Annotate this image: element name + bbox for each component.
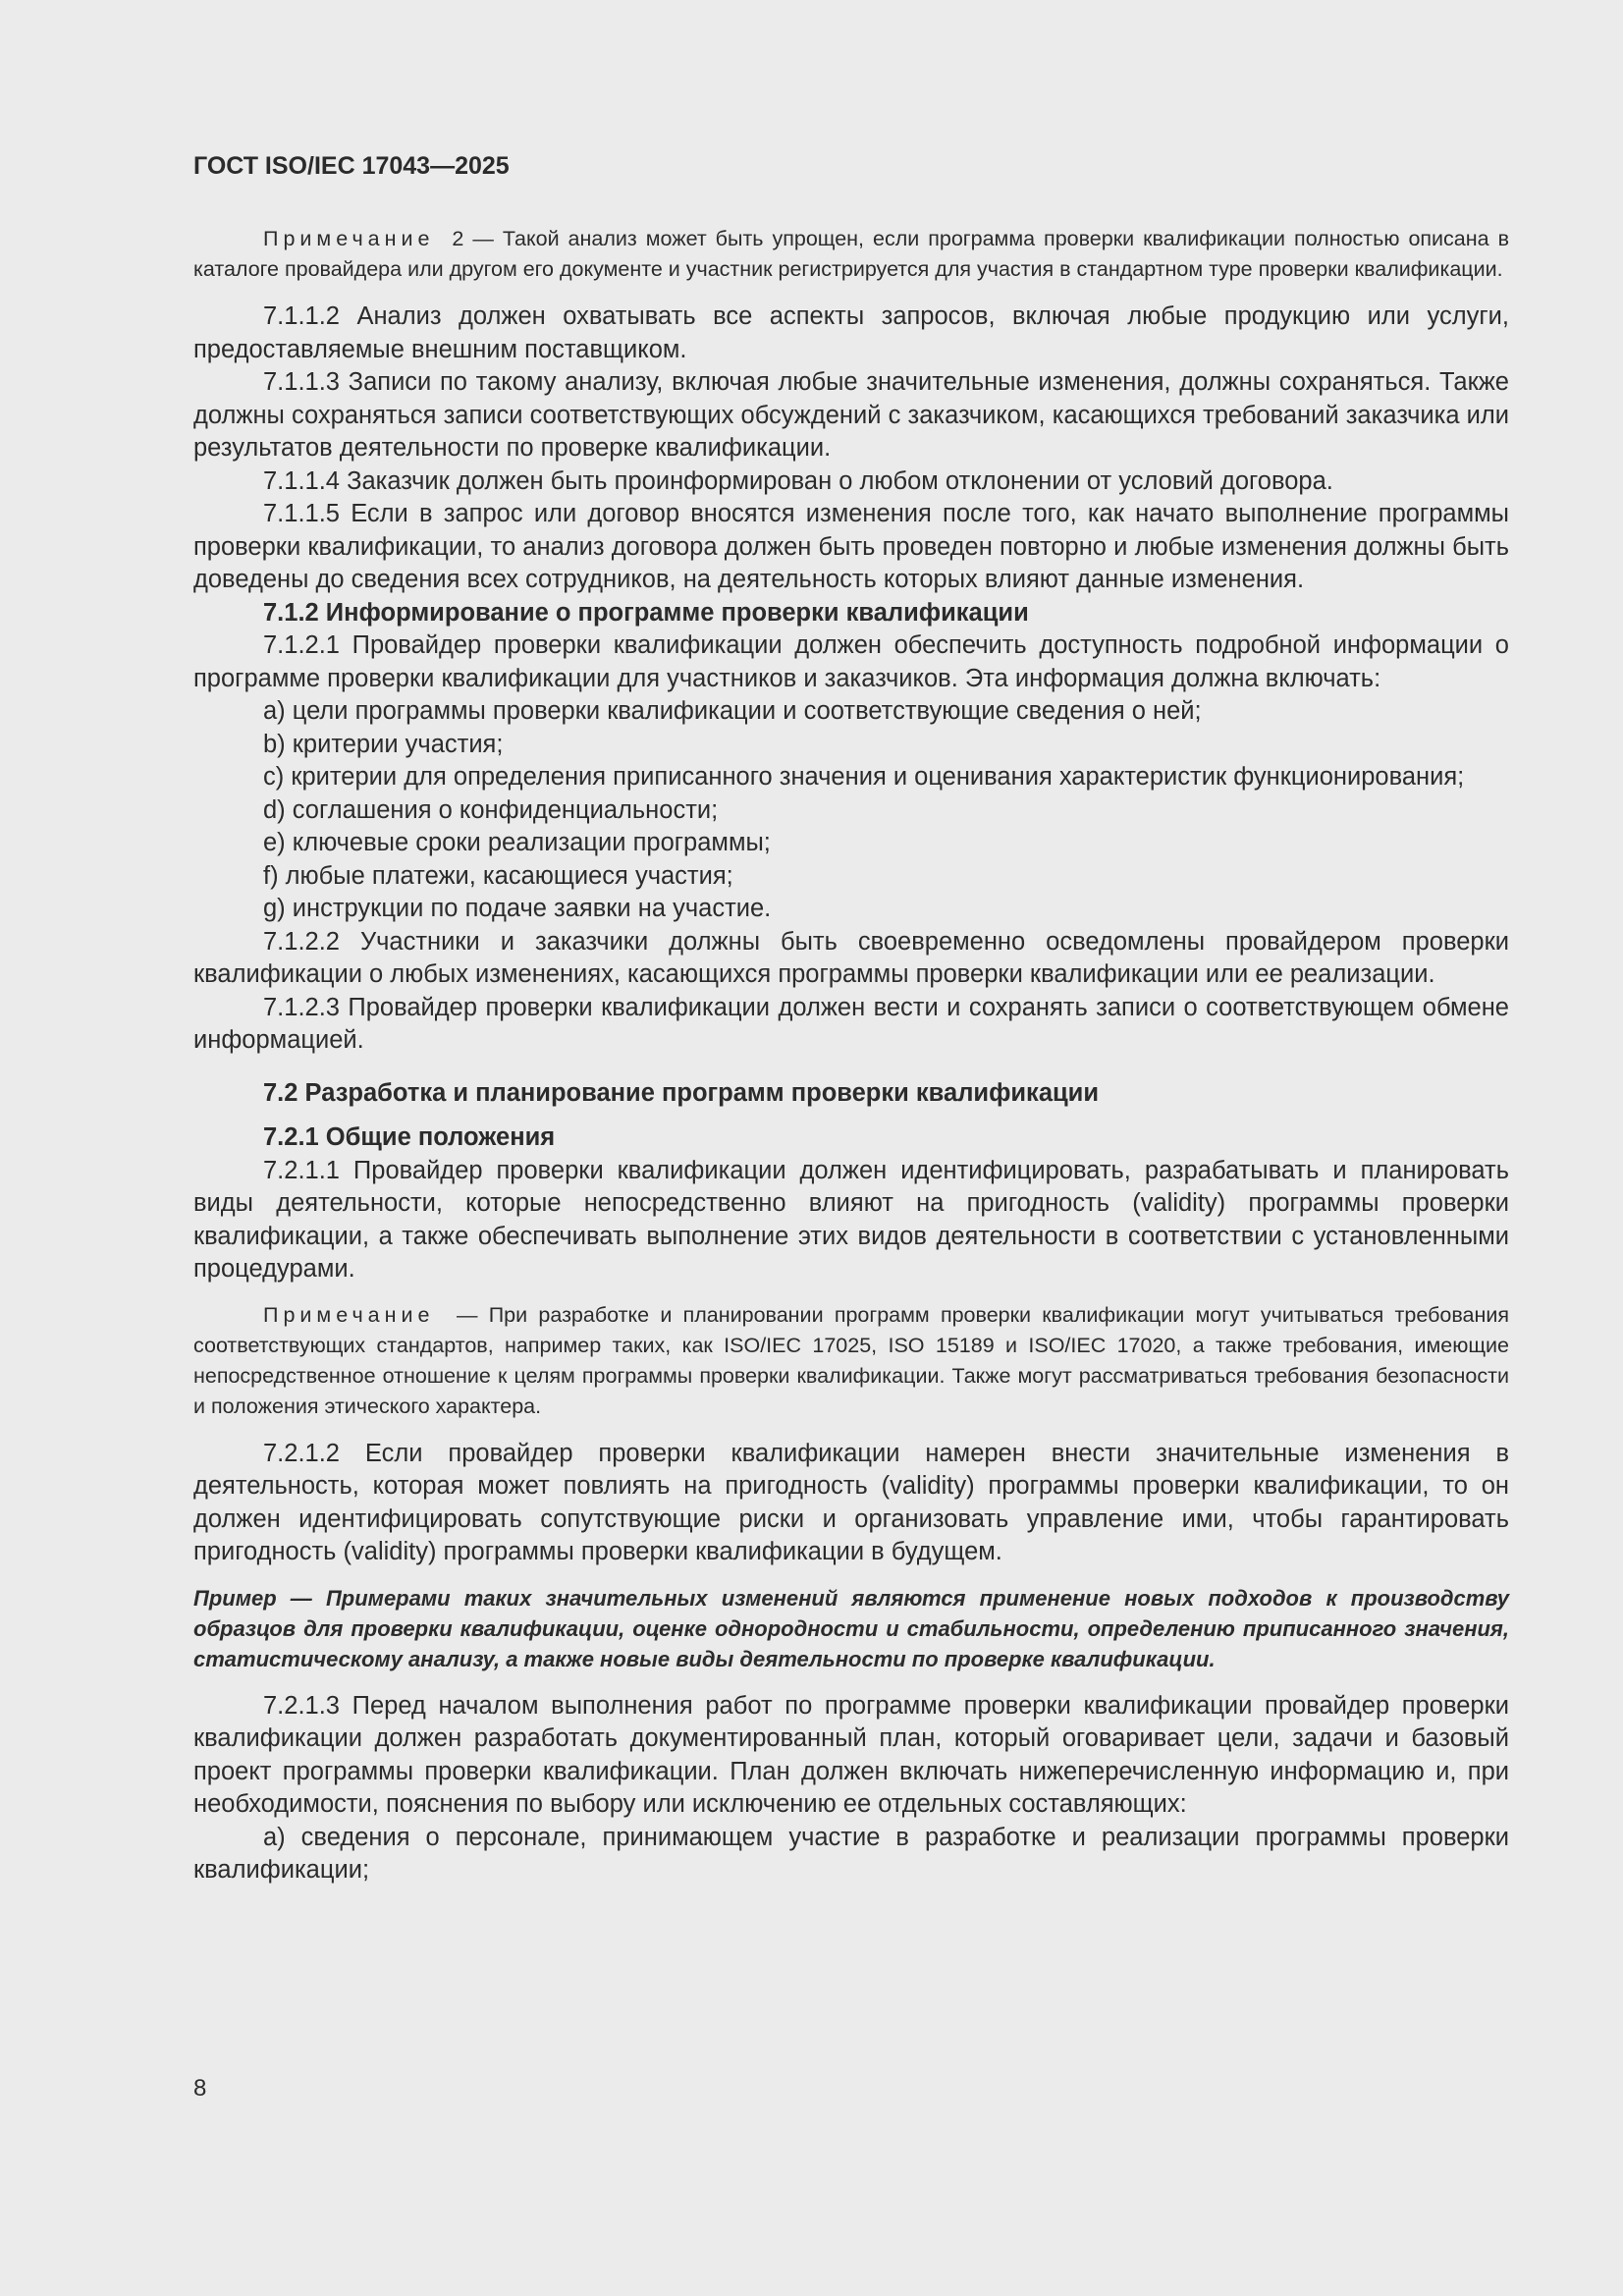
clause-7-1-1-3: 7.1.1.3 Записи по такому анализу, включая любые значительные изменения, должны сохраняться. Также должны сохраняться записи соответствующих обсуждений с заказчиком, касающихся требований заказчика или результатов деятельности по проверке квалификации. bbox=[193, 368, 1509, 462]
clause-7-1-1-2: 7.1.1.2 Анализ должен охватывать все аспекты запросов, включая любые продукцию или услуги, предоставляемые внешним поставщиком. bbox=[193, 302, 1509, 363]
list-item: f) любые платежи, касающиеся участия; bbox=[263, 861, 733, 890]
example-block: Пример — Примерами таких значительных изменений являются применение новых подходов к производству образцов для проверки квалификации, оценке однородности и стабильности, определению приписанного значения, статистическому анализу, а также новые виды деятельности по проверке квалификации. bbox=[193, 1585, 1509, 1671]
clause-7-2-1-3: 7.2.1.3 Перед началом выполнения работ по программе проверки квалификации провайдер проверки квалификации должен разработать документированный план, который оговаривает цели, задачи и базовый проект программы проверки квалификации. План должен включать нижеперечисленную информацию и, при необходимости, пояснения по выбору или исключению ее отдельных составляющих: bbox=[193, 1691, 1509, 1818]
clause-7-1-1-4: 7.1.1.4 Заказчик должен быть проинформирован о любом отклонении от условий договора. bbox=[263, 466, 1333, 495]
clause-7-1-1-5: 7.1.1.5 Если в запрос или договор вносятся изменения после того, как начато выполнение программы проверки квалификации, то анализ договора должен быть проведен повторно и любые изменения должны быть доведены до сведения всех сотрудников, на деятельность которых влияют данные изменения. bbox=[193, 500, 1509, 593]
list-item: b) критерии участия; bbox=[263, 730, 504, 758]
list-item: c) критерии для определения приписанного значения и оценивания характеристик функционирования; bbox=[263, 763, 1465, 791]
list-item: e) ключевые сроки реализации программы; bbox=[263, 829, 771, 856]
clause-7-1-2-2: 7.1.2.2 Участники и заказчики должны быть своевременно осведомлены провайдером проверки квалификации о любых изменениях, касающихся программы проверки квалификации или ее реализации. bbox=[193, 927, 1509, 988]
list-item: a) сведения о персонале, принимающем участие в разработке и реализации программы проверки квалификации; bbox=[193, 1823, 1509, 1884]
note-label: Примечание bbox=[263, 227, 435, 250]
page-number: 8 bbox=[193, 2075, 207, 2102]
heading-7-2-1: 7.2.1 Общие положения bbox=[263, 1123, 556, 1151]
note-2 bbox=[193, 224, 1509, 285]
document-page bbox=[193, 147, 1509, 1887]
clause-7-2-1-1: 7.2.1.1 Провайдер проверки квалификации должен идентифицировать, разрабатывать и планировать виды деятельности, которые непосредственно влияют на пригодность (validity) программы проверки квалификации, а также обеспечивать выполнение этих видов деятельности в соответствии с установленными процедурами. bbox=[193, 1156, 1509, 1283]
clause-7-2-1-2: 7.2.1.2 Если провайдер проверки квалификации намерен внести значительные изменения в деятельность, которая может повлиять на пригодность (validity) программы проверки квалификации, то он должен идентифицировать сопутствующие риски и организовать управление ими, чтобы гарантировать пригодность (validity) программы проверки квалификации в будущем. bbox=[193, 1439, 1509, 1565]
clause-7-1-2-1: 7.1.2.1 Провайдер проверки квалификации должен обеспечить доступность подробной информации о программе проверки квалификации для участников и заказчиков. Эта информация должна включать: bbox=[193, 631, 1509, 692]
list-item: d) соглашения о конфиденциальности; bbox=[263, 795, 719, 824]
list-item: a) цели программы проверки квалификации и соответствующие сведения о ней; bbox=[263, 697, 1202, 725]
document-header: ГОСТ ISO/IEC 17043—2025 bbox=[193, 152, 510, 180]
heading-7-2: 7.2 Разработка и планирование программ проверки квалификации bbox=[263, 1078, 1100, 1107]
note-text: — При разработке и планировании программ проверки квалификации могут учитываться требования соответствующих стандартов, например таких, как ISO/IEC 17025, ISO 15189 и ISO/IEC 17020, а также требования, имеющие непосредственное отношение к целям программы проверки квалификации. Также могут рассматриваться требования безопасности и положения этического характера. bbox=[193, 1302, 1510, 1418]
note-text: 2 — Такой анализ может быть упрощен, если программа проверки квалификации полностью описана в каталоге провайдера или другом его документе и участник регистрируется для участия в стандартном туре проверки квалификации. bbox=[193, 227, 1509, 281]
clause-7-1-2-3: 7.1.2.3 Провайдер проверки квалификации должен вести и сохранять записи о соответствующем обмене информацией. bbox=[193, 993, 1509, 1054]
note-3 bbox=[193, 1300, 1509, 1422]
heading-7-1-2: 7.1.2 Информирование о программе проверки квалификации bbox=[263, 598, 1029, 627]
note-label: Примечание bbox=[263, 1302, 435, 1327]
list-item: g) инструкции по подаче заявки на участие. bbox=[263, 895, 772, 922]
